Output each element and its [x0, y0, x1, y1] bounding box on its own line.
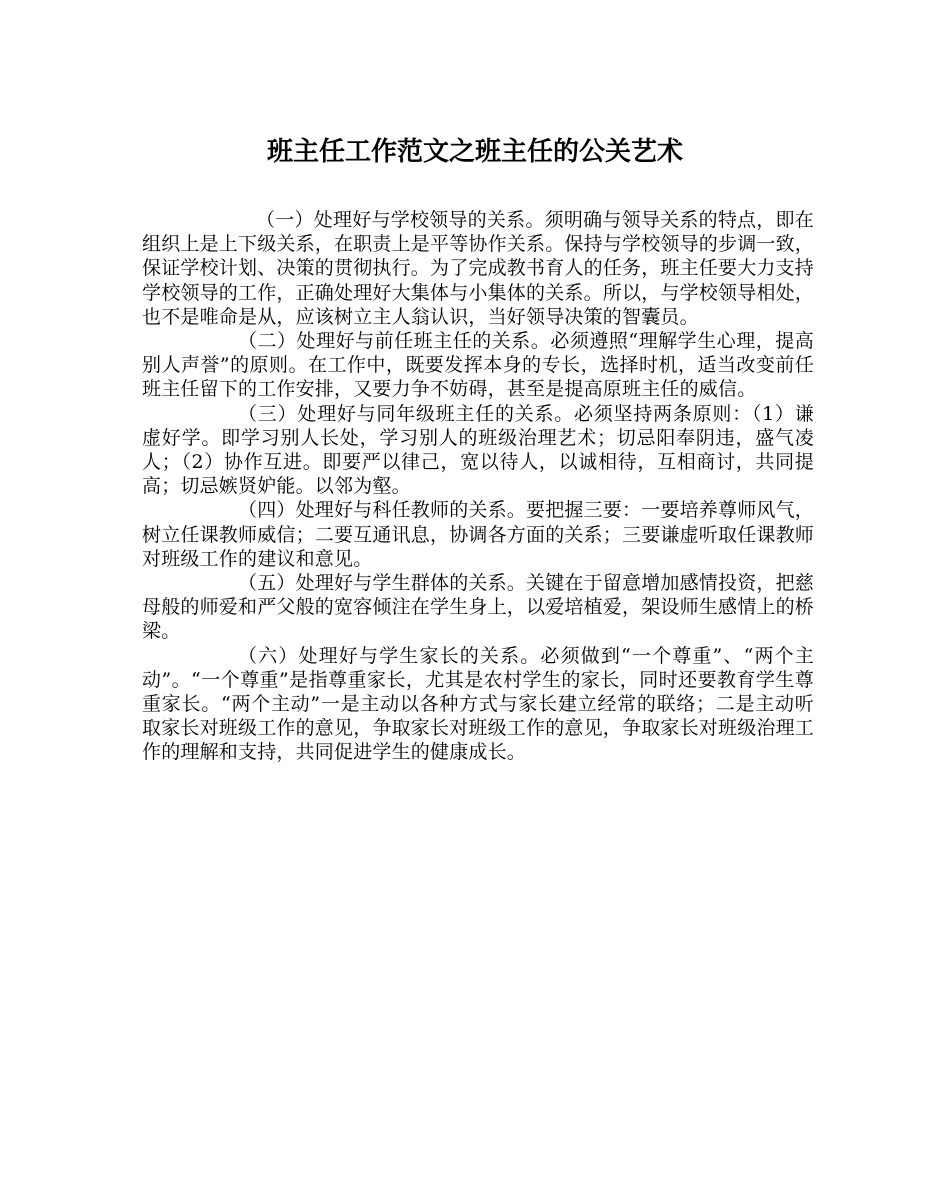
document-title: 班主任工作范文之班主任的公关艺术: [266, 137, 683, 167]
paragraph-5: （五）处理好与学生群体的关系。关键在于留意增加感情投资，把慈母般的师爱和严父般的宽容倾注在学生身上，以爱培植爱，架设师生感情上的桥梁。: [142, 572, 815, 643]
paragraph-3: （三）处理好与同年级班主任的关系。必须坚持两条原则：（1）谦虚好学。即学习别人长处，学习别人的班级治理艺术；切忌阳奉阴违，盛气凌人；（2）协作互进。即要严以律己，宽以待人，以诚相待，互相商讨，共同提高；切忌嫉贤妒能。以邻为壑。: [142, 402, 814, 498]
document-body: [142, 208, 814, 765]
paragraph-4: （四）处理好与科任教师的关系。要把握三要：一要培养尊师风气，树立任课教师威信；二要互通讯息，协调各方面的关系；三要谦虚听取任课教师对班级工作的建议和意见。: [142, 499, 815, 570]
paragraph-1: （一）处理好与学校领导的关系。须明确与领导关系的特点，即在组织上是上下级关系，在职责上是平等协作关系。保持与学校领导的步调一致，保证学校计划、决策的贯彻执行。为了完成教书育人的任务，班主任要大力支持学校领导的工作，正确处理好大集体与小集体的关系。所以，与学校领导相处，也不是唯命是从，应该树立主人翁认识，当好领导决策的智囊员。: [142, 209, 815, 328]
paragraph-6: （六）处理好与学生家长的关系。必须做到“一个尊重”、“两个主动”。“一个尊重”是指尊重家长，尤其是农村学生的家长，同时还要教育学生尊重家长。“两个主动”一是主动以各种方式与家长建立经常的联络；二是主动听取家长对班级工作的意见，争取家长对班级工作的意见，争取家长对班级治理工作的理解和支持，共同促进学生的健康成长。: [142, 644, 815, 764]
paragraph-2: （二）处理好与前任班主任的关系。必须遵照“理解学生心理，提高别人声誉”的原则。在工作中，既要发挥本身的专长，选择时机，适当改变前任班主任留下的工作安排，又要力争不妨碍，甚至是提高原班主任的威信。: [142, 330, 814, 401]
